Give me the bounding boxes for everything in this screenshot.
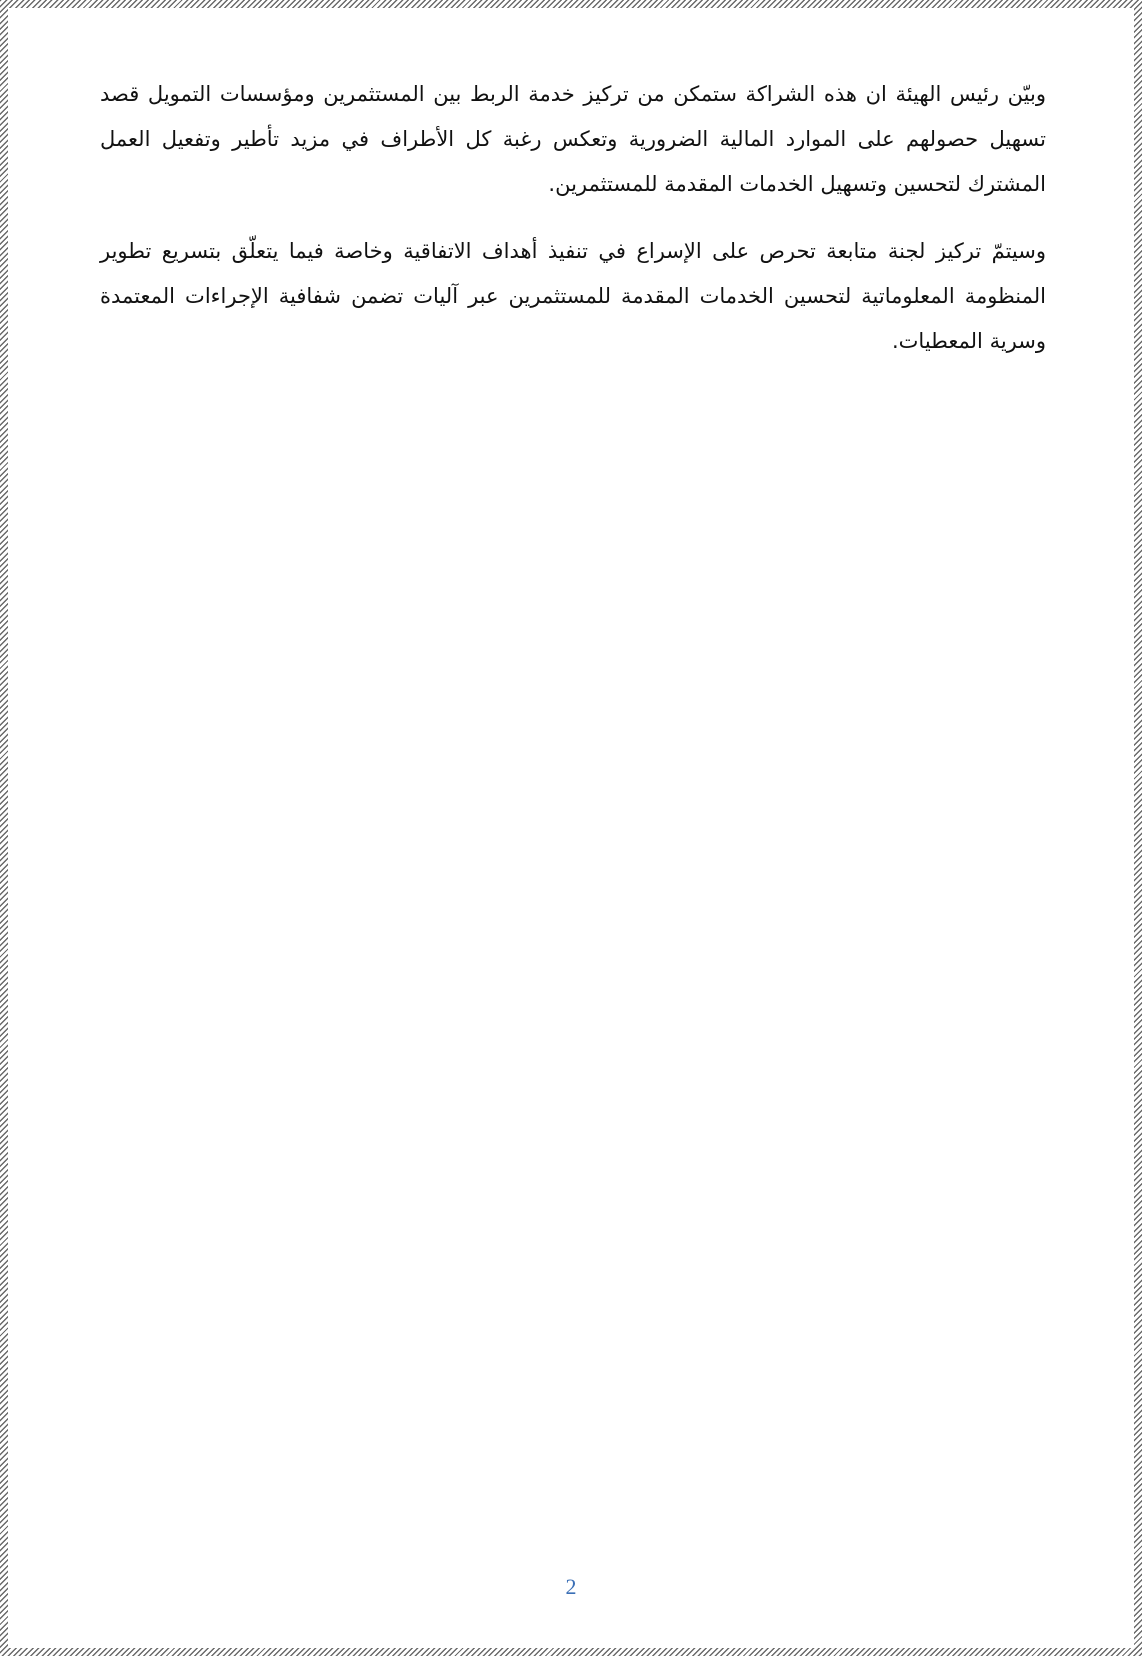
document-body [100,72,1046,386]
page-number: 2 [565,1574,577,1599]
paragraph-1: وبيّن رئيس الهيئة ان هذه الشراكة ستمكن من تركيز خدمة الربط بين المستثمرين ومؤسسات التمويل قصد تسهيل حصولهم على الموارد المالية الضرورية وتعكس رغبة كل الأطراف في مزيد تأطير وتفعيل العمل المشترك لتحسين وتسهيل الخدمات المقدمة للمستثمرين. [100,82,1046,196]
paragraph-2: وسيتمّ تركيز لجنة متابعة تحرص على الإسراع في تنفيذ أهداف الاتفاقية وخاصة فيما يتعلّق بتسريع تطوير المنظومة المعلوماتية لتحسين الخدمات المقدمة للمستثمرين عبر آليات تضمن شفافية الإجراءات المعتمدة وسرية المعطيات. [100,239,1046,353]
